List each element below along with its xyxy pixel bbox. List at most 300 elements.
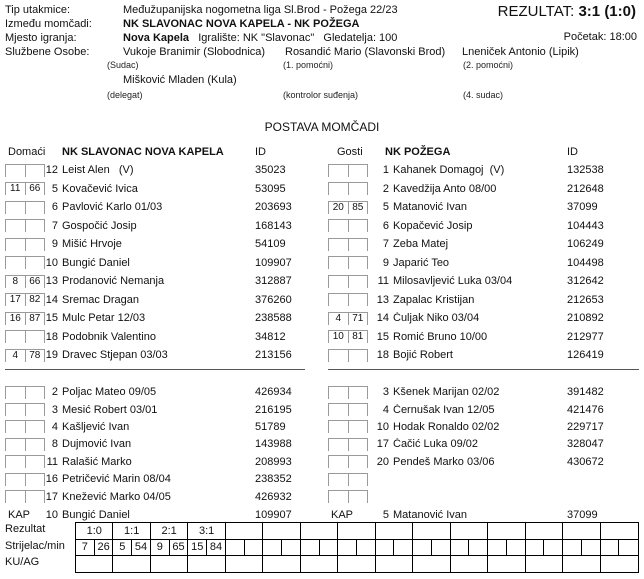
sub-minute-box — [26, 256, 46, 269]
substitution-boxes — [5, 349, 45, 362]
sub-minute-box — [349, 386, 369, 399]
referee-role: (Sudac) — [107, 60, 139, 70]
scorer-minute-cell — [601, 540, 620, 556]
shirt-number: 2 — [51, 386, 58, 399]
substitution-boxes — [5, 312, 45, 325]
sub-minute-box — [26, 164, 46, 177]
scorer-minute-cell: 7 — [76, 540, 95, 556]
home-team-table — [5, 146, 305, 522]
kuag-cell — [601, 556, 638, 572]
player-name: Dravec Stjepan 03/03 — [62, 349, 168, 362]
result-line — [498, 3, 636, 20]
sub-minute-box — [349, 420, 369, 433]
shirt-number: 3 — [382, 386, 389, 399]
player-id: 238352 — [255, 473, 292, 486]
shirt-number: 14 — [45, 293, 58, 306]
player-id: 208993 — [255, 455, 292, 468]
player-row — [328, 401, 639, 418]
player-id: 168143 — [255, 219, 292, 232]
player-id: 35023 — [255, 164, 286, 177]
sub-player-number-box — [328, 386, 349, 399]
shirt-number: 17 — [45, 490, 58, 503]
substitution-boxes — [5, 256, 45, 269]
player-id: 104498 — [567, 256, 604, 269]
delegate-role: (delegat) — [107, 90, 143, 100]
shirt-number: 13 — [376, 293, 389, 306]
shirt-number: 9 — [382, 256, 389, 269]
substitution-boxes — [5, 182, 45, 195]
substitution-boxes — [328, 330, 368, 343]
player-name: Bungić Daniel — [62, 256, 130, 269]
player-name: Japarić Teo — [393, 256, 450, 269]
player-row — [328, 291, 639, 310]
result-row-label: Rezultat — [5, 523, 46, 535]
substitution-boxes — [5, 164, 45, 177]
shirt-number: 10 — [45, 256, 58, 269]
captain-id: 109907 — [255, 509, 292, 522]
substitution-boxes — [328, 438, 368, 451]
player-id: 328047 — [567, 438, 604, 451]
shirt-number: 20 — [376, 455, 389, 468]
player-name: Petričević Marin 08/04 — [62, 473, 171, 486]
player-name: Prodanović Nemanja — [62, 275, 165, 288]
away-captain-row — [328, 508, 639, 522]
shirt-number: 3 — [51, 403, 58, 416]
sub-minute-box — [26, 330, 46, 343]
scorer-minute-cell — [245, 540, 264, 556]
shirt-number: 2 — [382, 182, 389, 195]
kuag-cell — [563, 556, 600, 572]
player-row — [328, 328, 639, 347]
home-team-header — [5, 146, 305, 161]
score-cell — [263, 523, 300, 540]
sub-minute-box — [349, 293, 369, 306]
captain-label: KAP — [331, 509, 354, 522]
scorer-minute-cell: 15 — [188, 540, 207, 556]
shirt-number: 6 — [51, 201, 58, 214]
sub-player-number-box — [5, 164, 26, 177]
captain-name: Matanović Ivan — [393, 509, 467, 522]
sub-player-number-box — [328, 420, 349, 433]
scorer-minute-cell: 26 — [95, 540, 114, 556]
player-row — [5, 488, 305, 505]
player-name: Kašljević Ivan — [62, 420, 130, 433]
substitution-boxes — [328, 455, 368, 468]
sub-player-number-box — [5, 201, 26, 214]
sub-minute-box — [26, 386, 46, 399]
player-name: Mesić Robert 03/01 — [62, 403, 158, 416]
player-name: Leist Alen (V) — [62, 164, 134, 177]
sub-player-number-box — [328, 438, 349, 451]
sub-player-number-box: 20 — [328, 201, 349, 214]
shirt-number: 9 — [51, 238, 58, 251]
substitution-boxes — [328, 182, 368, 195]
player-row — [328, 217, 639, 236]
sub-player-number-box — [5, 490, 26, 503]
kuag-cell — [151, 556, 188, 572]
sub-player-number-box: 11 — [5, 182, 26, 195]
scorer-minute-cell — [451, 540, 470, 556]
player-name: Podobnik Valentino — [62, 330, 156, 343]
sub-player-number-box: 16 — [5, 312, 26, 325]
sub-minute-box — [349, 403, 369, 416]
player-row — [328, 254, 639, 273]
kuag-cell — [301, 556, 338, 572]
scorer-minute-cell: 84 — [207, 540, 226, 556]
sub-player-number-box — [328, 293, 349, 306]
sub-minute-box: 66 — [26, 275, 46, 288]
player-row — [328, 272, 639, 291]
sub-player-number-box — [328, 164, 349, 177]
sub-minute-box — [26, 490, 46, 503]
substitution-boxes — [328, 219, 368, 232]
lineup-section-title: POSTAVA MOMČADI — [264, 120, 380, 134]
player-name: Kšenek Marijan 02/02 — [393, 386, 500, 399]
player-row — [5, 436, 305, 453]
scorer-minute-cell — [582, 540, 601, 556]
shirt-number: 15 — [45, 312, 58, 325]
sub-player-number-box — [5, 330, 26, 343]
sub-minute-box — [349, 438, 369, 451]
sub-player-number-box — [5, 403, 26, 416]
sub-minute-box — [349, 256, 369, 269]
score-cell — [526, 523, 563, 540]
sub-player-number-box — [5, 473, 26, 486]
substitution-boxes — [5, 219, 45, 232]
player-name: Čuljak Niko 03/04 — [393, 312, 480, 325]
scorer-minute-cell — [357, 540, 376, 556]
shirt-number: 5 — [382, 201, 389, 214]
player-id: 104443 — [567, 219, 604, 232]
player-id: 37099 — [567, 201, 598, 214]
assistant2-name: Lneniček Antonio (Lipik) — [462, 46, 579, 58]
sub-minute-box — [349, 275, 369, 288]
kuag-cell — [376, 556, 413, 572]
player-id: 212648 — [567, 182, 604, 195]
kickoff-time: Početak: 18:00 — [563, 31, 637, 43]
score-cell: 1:0 — [76, 523, 113, 540]
stadium-value: Igralište: NK "Slavonac" — [198, 32, 315, 44]
substitution-boxes — [328, 312, 368, 325]
player-id: 212977 — [567, 330, 604, 343]
home-id-column-header: ID — [255, 146, 266, 158]
sub-player-number-box — [5, 238, 26, 251]
scorer-minute-cell: 54 — [132, 540, 151, 556]
sub-minute-box: 78 — [26, 349, 46, 362]
kuag-cell — [451, 556, 488, 572]
shirt-number: 6 — [382, 219, 389, 232]
kuag-cell — [188, 556, 225, 572]
player-row — [5, 198, 305, 217]
player-id: 421476 — [567, 403, 604, 416]
match-type-label: Tip utakmice: — [5, 4, 71, 16]
sub-minute-box — [349, 182, 369, 195]
substitution-boxes — [328, 275, 368, 288]
captain-shirt-number: 5 — [382, 509, 389, 522]
player-id: 109907 — [255, 256, 292, 269]
substitution-boxes — [5, 420, 45, 433]
player-row — [328, 418, 639, 435]
sub-player-number-box: 10 — [328, 330, 349, 343]
sub-player-number-box — [328, 490, 349, 503]
sub-minute-box — [349, 164, 369, 177]
player-name: Hodak Ronaldo 02/02 — [393, 420, 500, 433]
kuag-cell — [76, 556, 113, 572]
player-row — [5, 418, 305, 435]
player-name: Kovačević Ivica — [62, 182, 138, 195]
player-row — [5, 254, 305, 273]
player-name: Čačić Luka 09/02 — [393, 438, 478, 451]
scorer-minute-cell — [507, 540, 526, 556]
player-row — [328, 436, 639, 453]
substitution-boxes — [328, 420, 368, 433]
shirt-number: 19 — [45, 349, 58, 362]
kuag-row-label: KU/AG — [5, 556, 40, 568]
shirt-number: 8 — [51, 438, 58, 451]
substitution-boxes — [5, 293, 45, 306]
player-name: Kopačević Josip — [393, 219, 473, 232]
player-id: 51789 — [255, 420, 286, 433]
score-cell — [338, 523, 375, 540]
kuag-cell — [263, 556, 300, 572]
sub-minute-box: 71 — [349, 312, 369, 325]
player-row — [328, 309, 639, 328]
captain-name: Bungić Daniel — [62, 509, 130, 522]
substitution-boxes — [328, 490, 368, 503]
scorer-minute-cell — [263, 540, 282, 556]
away-id-column-header: ID — [567, 146, 578, 158]
player-row — [5, 328, 305, 347]
sub-minute-box — [26, 403, 46, 416]
substitution-boxes — [328, 293, 368, 306]
captain-label: KAP — [8, 509, 31, 522]
player-row — [5, 453, 305, 470]
referee-name: Vukoje Branimir (Slobodnica) — [123, 46, 266, 58]
player-name: Pavlović Karlo 01/03 — [62, 201, 163, 214]
sub-minute-box — [349, 455, 369, 468]
player-row — [5, 470, 305, 487]
scorer-minute-cell — [488, 540, 507, 556]
player-id: 54109 — [255, 238, 286, 251]
home-subs-divider — [5, 369, 305, 370]
home-captain-row — [5, 508, 305, 522]
home-team-name: NK SLAVONAC NOVA KAPELA — [62, 146, 224, 158]
player-name: Matanović Ivan — [393, 201, 467, 214]
substitution-boxes — [5, 490, 45, 503]
player-id: 126419 — [567, 349, 604, 362]
player-name: Bojić Robert — [393, 349, 453, 362]
player-row — [328, 161, 639, 180]
player-id: 430672 — [567, 455, 604, 468]
score-cell — [488, 523, 525, 540]
shirt-number: 11 — [377, 275, 389, 288]
shirt-number: 7 — [382, 238, 389, 251]
kuag-cell — [413, 556, 450, 572]
scorer-minute-cell — [338, 540, 357, 556]
result-value: 3:1 (1:0) — [578, 3, 636, 20]
sub-minute-box — [26, 473, 46, 486]
sub-minute-box — [349, 473, 369, 486]
player-row — [328, 470, 639, 487]
sub-player-number-box — [328, 219, 349, 232]
sub-player-number-box — [328, 238, 349, 251]
between-teams-label: Između momčadi: — [5, 18, 92, 30]
scorer-minute-cell — [469, 540, 488, 556]
attendance-value: Gledatelja: 100 — [323, 32, 398, 44]
shirt-number: 11 — [46, 455, 58, 468]
player-id: 376260 — [255, 293, 292, 306]
scorer-minute-cell — [320, 540, 339, 556]
scorer-minute-cell: 9 — [151, 540, 170, 556]
score-cell — [226, 523, 263, 540]
score-cell: 2:1 — [151, 523, 188, 540]
sub-player-number-box — [328, 473, 349, 486]
officials-label: Službene Osobe: — [5, 46, 90, 58]
player-row — [328, 198, 639, 217]
player-id: 391482 — [567, 386, 604, 399]
fourth-official-role: (4. sudac) — [463, 90, 504, 100]
kuag-cell — [526, 556, 563, 572]
away-substitutes — [328, 384, 639, 506]
shirt-number: 7 — [51, 219, 58, 232]
player-row — [328, 488, 639, 505]
sub-player-number-box — [328, 256, 349, 269]
scorer-minute-cell — [301, 540, 320, 556]
sub-player-number-box: 8 — [5, 275, 26, 288]
scorer-minute-cell — [432, 540, 451, 556]
player-row — [328, 384, 639, 401]
player-id: 213156 — [255, 349, 292, 362]
kuag-cell — [338, 556, 375, 572]
sub-player-number-box — [328, 349, 349, 362]
sub-minute-box — [349, 349, 369, 362]
between-teams-value: NK SLAVONAC NOVA KAPELA - NK POŽEGA — [123, 18, 360, 30]
captain-id: 37099 — [567, 509, 598, 522]
sub-player-number-box — [5, 256, 26, 269]
player-row — [5, 161, 305, 180]
player-id: 312642 — [567, 275, 604, 288]
substitution-boxes — [328, 238, 368, 251]
player-row — [5, 401, 305, 418]
kuag-cell — [488, 556, 525, 572]
shirt-number: 14 — [376, 312, 389, 325]
assistant1-role: (1. pomoćni) — [283, 60, 334, 70]
sub-minute-box — [26, 420, 46, 433]
player-row — [5, 235, 305, 254]
scorer-minute-cell — [544, 540, 563, 556]
sub-minute-box: 87 — [26, 312, 46, 325]
substitution-boxes — [328, 164, 368, 177]
sub-minute-box — [349, 238, 369, 251]
player-row — [5, 291, 305, 310]
player-id: 426932 — [255, 490, 292, 503]
substitution-boxes — [328, 256, 368, 269]
home-substitutes — [5, 384, 305, 506]
sub-player-number-box — [5, 219, 26, 232]
kuag-cell — [113, 556, 150, 572]
score-cell — [376, 523, 413, 540]
player-name: Romić Bruno 10/00 — [393, 330, 488, 343]
scorer-minute-cell: 5 — [113, 540, 132, 556]
player-name: Kavedžija Anto 08/00 — [393, 182, 497, 195]
sub-player-number-box — [328, 275, 349, 288]
shirt-number: 1 — [382, 164, 389, 177]
substitution-boxes — [328, 349, 368, 362]
score-cell — [413, 523, 450, 540]
venue-value: Nova Kapela — [123, 32, 190, 44]
match-type-value: Međužupanijska nogometna liga Sl.Brod - Požega 22/23 — [123, 4, 398, 16]
player-name: Pendeš Marko 03/06 — [393, 455, 495, 468]
substitution-boxes — [328, 403, 368, 416]
sub-player-number-box — [328, 182, 349, 195]
sub-minute-box — [349, 219, 369, 232]
substitution-boxes — [5, 473, 45, 486]
sub-player-number-box: 4 — [5, 349, 26, 362]
scorer-minute-cell: 65 — [170, 540, 189, 556]
sub-minute-box — [26, 238, 46, 251]
player-name: Milosavljević Luka 03/04 — [393, 275, 513, 288]
sub-minute-box — [26, 438, 46, 451]
shirt-number: 12 — [45, 164, 58, 177]
result-label: REZULTAT: — [497, 3, 575, 20]
assistant2-role: (2. pomoćni) — [463, 60, 514, 70]
sub-player-number-box — [328, 403, 349, 416]
player-name: Mulc Petar 12/03 — [62, 312, 146, 325]
away-subs-divider — [328, 369, 639, 370]
captain-shirt-number: 10 — [45, 509, 58, 522]
player-name: Mišić Hrvoje — [62, 238, 122, 251]
substitution-boxes — [328, 201, 368, 214]
substitution-boxes — [5, 403, 45, 416]
player-row — [328, 346, 639, 365]
scorer-minute-cell — [619, 540, 638, 556]
shirt-number: 10 — [376, 420, 389, 433]
home-side-label: Domaći — [8, 146, 46, 158]
scorer-minute-cell — [563, 540, 582, 556]
sub-minute-box — [26, 455, 46, 468]
substitution-boxes — [5, 238, 45, 251]
away-starters — [328, 161, 639, 365]
sub-player-number-box — [328, 455, 349, 468]
player-id: 203693 — [255, 201, 292, 214]
assistant1-name: Rosandić Mario (Slavonski Brod) — [285, 46, 446, 58]
scorer-row-label: Strijelac/min — [5, 540, 65, 552]
player-row — [5, 217, 305, 236]
score-cell — [563, 523, 600, 540]
player-id: 216195 — [255, 403, 292, 416]
player-row — [5, 272, 305, 291]
sub-player-number-box — [5, 438, 26, 451]
player-id: 210892 — [567, 312, 604, 325]
player-id: 426934 — [255, 386, 292, 399]
sub-minute-box — [26, 219, 46, 232]
kuag-cell — [226, 556, 263, 572]
player-row — [5, 346, 305, 365]
player-name: Knežević Marko 04/05 — [62, 490, 171, 503]
substitution-boxes — [5, 386, 45, 399]
player-name: Kahanek Domagoj (V) — [393, 164, 505, 177]
sub-player-number-box — [5, 455, 26, 468]
venue-label: Mjesto igranja: — [5, 32, 77, 44]
sub-minute-box: 81 — [349, 330, 369, 343]
scorer-minute-cell — [282, 540, 301, 556]
player-name: Poljac Mateo 09/05 — [62, 386, 157, 399]
sub-minute-box: 66 — [26, 182, 46, 195]
shirt-number: 4 — [382, 403, 389, 416]
shirt-number: 18 — [45, 330, 58, 343]
sub-player-number-box: 4 — [328, 312, 349, 325]
player-id: 53095 — [255, 182, 286, 195]
